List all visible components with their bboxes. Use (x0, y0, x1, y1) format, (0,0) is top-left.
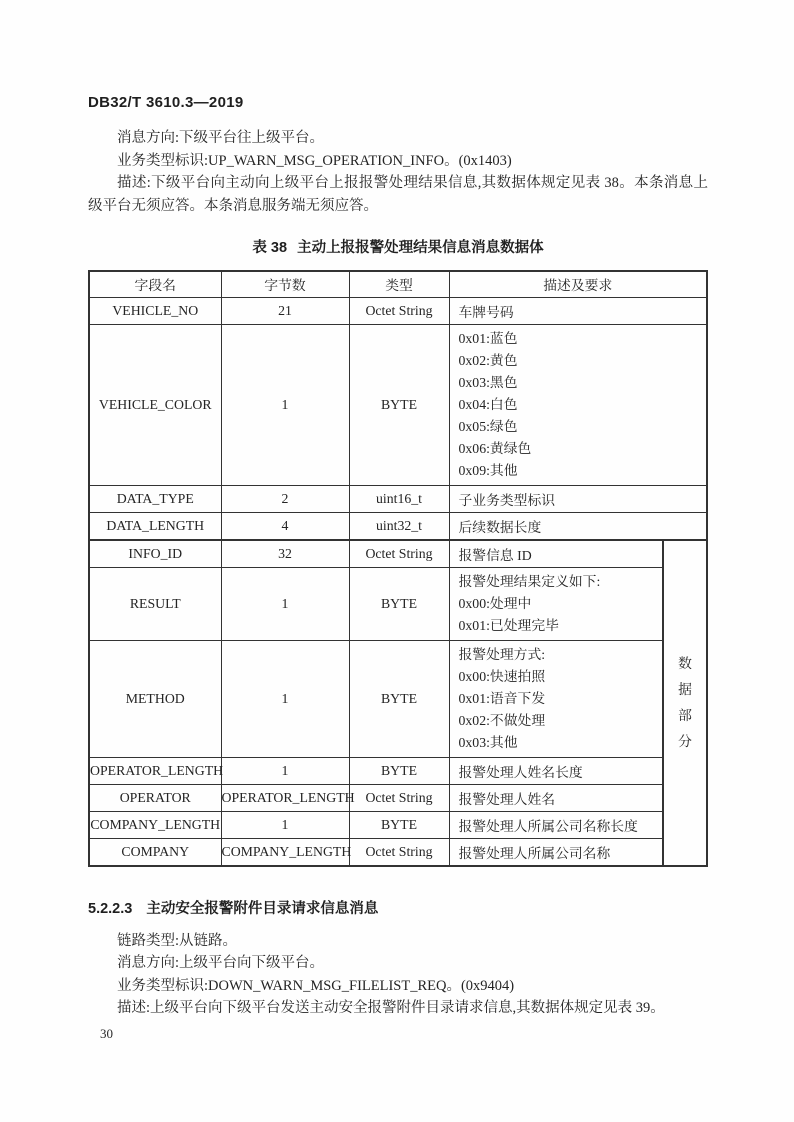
cell-field: VEHICLE_NO (89, 297, 221, 324)
cell-type: BYTE (349, 640, 449, 757)
cell-description: 后续数据长度 (449, 512, 707, 540)
cell-type: BYTE (349, 811, 449, 838)
cell-description: 车牌号码 (449, 297, 707, 324)
desc-line: 0x09:其他 (458, 462, 518, 478)
column-header-type: 类型 (349, 271, 449, 297)
desc-line: 0x00:快速拍照 (458, 668, 546, 684)
desc-line: 0x03:其他 (458, 734, 518, 750)
cell-bytes: 1 (221, 324, 349, 485)
cell-field: COMPANY_LENGTH (89, 811, 221, 838)
cell-description: 子业务类型标识 (449, 485, 707, 512)
cell-field: RESULT (89, 567, 221, 640)
cell-bytes: 32 (221, 540, 349, 568)
table-38-caption: 主动上报报警处理结果信息消息数据体 (297, 240, 544, 256)
table-header-row (89, 271, 707, 297)
cell-field: VEHICLE_COLOR (89, 324, 221, 485)
section-paragraph-service-type: 业务类型标识:DOWN_WARN_MSG_FILELIST_REQ。(0x9404) (117, 977, 515, 994)
cell-field: COMPANY (89, 838, 221, 866)
intro-paragraph-description: 描述:下级平台向主动向上级平台上报报警处理结果信息,其数据体规定见表 38。本条消息上级平台无须应答。本条消息服务端无须应答。 (88, 175, 708, 214)
column-header-description: 描述及要求 (449, 271, 707, 297)
desc-line: 0x05:绿色 (458, 418, 518, 434)
column-header-field: 字段名 (89, 271, 221, 297)
cell-type: Octet String (349, 784, 449, 811)
table-row-result (89, 567, 707, 640)
desc-line: 报警处理结果定义如下: (458, 573, 601, 589)
cell-bytes: 21 (221, 297, 349, 324)
table-38 (88, 270, 708, 867)
cell-field: DATA_LENGTH (89, 512, 221, 540)
cell-description (449, 640, 663, 757)
section-heading-5223 (88, 897, 708, 918)
desc-line: 0x06:黄绿色 (458, 440, 532, 456)
cell-description: 报警处理人姓名长度 (449, 757, 663, 784)
cell-description: 报警处理人所属公司名称 (449, 838, 663, 866)
cell-type: Octet String (349, 838, 449, 866)
cell-type: BYTE (349, 324, 449, 485)
cell-description: 报警处理人所属公司名称长度 (449, 811, 663, 838)
cell-description (449, 567, 663, 640)
desc-line: 0x01:语音下发 (458, 690, 546, 706)
desc-line: 0x01:已处理完毕 (458, 617, 559, 633)
table-row-operator-length (89, 757, 707, 784)
cell-description: 报警信息 ID (449, 540, 663, 568)
cell-bytes: 2 (221, 485, 349, 512)
intro-paragraph-direction: 消息方向:下级平台往上级平台。 (117, 130, 325, 146)
cell-description (449, 324, 707, 485)
cell-field: OPERATOR (89, 784, 221, 811)
cell-bytes: COMPANY_LENGTH (221, 838, 349, 866)
cell-type: Octet String (349, 540, 449, 568)
table-row-method (89, 640, 707, 757)
table-row-vehicle-color (89, 324, 707, 485)
desc-line: 0x00:处理中 (458, 595, 532, 611)
desc-line: 0x01:蓝色 (458, 330, 518, 346)
cell-description: 报警处理人姓名 (449, 784, 663, 811)
cell-field: INFO_ID (89, 540, 221, 568)
intro-paragraph-service-type: 业务类型标识:UP_WARN_MSG_OPERATION_INFO。(0x1403) (117, 152, 512, 169)
data-part-span-label: 数据部分 (663, 540, 707, 866)
table-row-company-length (89, 811, 707, 838)
page-number: 30 (100, 1026, 113, 1041)
desc-line: 0x02:不做处理 (458, 712, 546, 728)
table-row-data-type (89, 485, 707, 512)
table-38-title (88, 236, 708, 257)
column-header-bytes: 字节数 (221, 271, 349, 297)
table-row-info-id (89, 540, 707, 568)
cell-type: Octet String (349, 297, 449, 324)
cell-type: uint32_t (349, 512, 449, 540)
cell-type: uint16_t (349, 485, 449, 512)
section-paragraph-link-type: 链路类型:从链路。 (117, 932, 238, 949)
section-paragraph-direction: 消息方向:上级平台向下级平台。 (117, 955, 325, 971)
cell-field: OPERATOR_LENGTH (89, 757, 221, 784)
desc-line: 报警处理方式: (458, 646, 546, 662)
table-38-number: 表 38 (252, 240, 288, 256)
section-number: 5.2.2.3 (88, 900, 133, 917)
cell-bytes: 4 (221, 512, 349, 540)
section-title: 主动安全报警附件目录请求信息消息 (146, 900, 379, 917)
standard-number-header: DB32/T 3610.3—2019 (88, 94, 244, 111)
cell-field: DATA_TYPE (89, 485, 221, 512)
table-row-company (89, 838, 707, 866)
section-paragraphs (88, 930, 708, 1020)
table-row-data-length (89, 512, 707, 540)
table-row-operator (89, 784, 707, 811)
desc-line: 0x02:黄色 (458, 352, 518, 368)
cell-bytes: 1 (221, 757, 349, 784)
cell-bytes: 1 (221, 567, 349, 640)
cell-field: METHOD (89, 640, 221, 757)
cell-bytes: 1 (221, 640, 349, 757)
cell-type: BYTE (349, 757, 449, 784)
cell-type: BYTE (349, 567, 449, 640)
desc-line: 0x04:白色 (458, 396, 518, 412)
desc-line: 0x03:黑色 (458, 374, 518, 390)
section-paragraph-description: 描述:上级平台向下级平台发送主动安全报警附件目录请求信息,其数据体规定见表 39。 (117, 1000, 665, 1016)
table-row-vehicle-no (89, 297, 707, 324)
page-content (88, 94, 708, 1020)
cell-bytes: 1 (221, 811, 349, 838)
cell-bytes: OPERATOR_LENGTH (221, 784, 349, 811)
